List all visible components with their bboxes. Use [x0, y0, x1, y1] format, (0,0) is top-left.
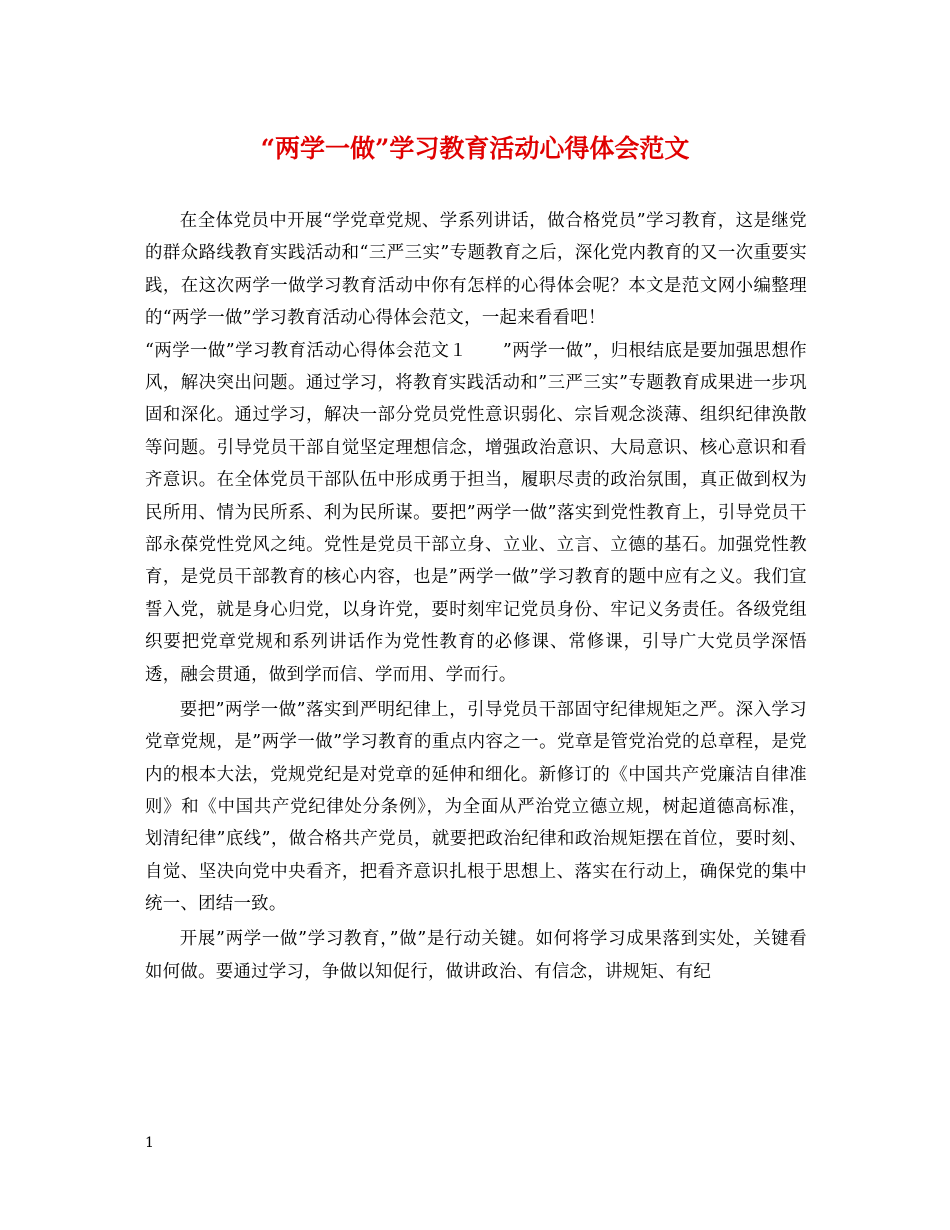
document-body	[145, 205, 807, 991]
page-number: 1	[145, 1135, 154, 1151]
document-title: “两学一做”学习教育活动心得体会范文	[260, 134, 690, 163]
paragraph-essay-1: “两学一做”学习教育活动心得体会范文１ ”两学一做”，归根结底是要加强思想作风，解决突出问题。通过学习，将教育实践活动和”三严三实”专题教育成果进一步巩固和深化。通过学习，解决一部分党员党性意识弱化、宗旨观念淡薄、组织纪律涣散等问题。引导党员干部自觉坚定理想信念，增强政治意识、大局意识、核心意识和看齐意识。在全体党员干部队伍中形成勇于担当，履职尽责的政治氛围，真正做到权为民所用、情为民所系、利为民所谋。要把”两学一做”落实到党性教育上，引导党员干部永葆党性党风之纯。党性是党员干部立身、立业、立言、立德的基石。加强党性教育，是党员干部教育的核心内容，也是”两学一做”学习教育的题中应有之义。我们宣誓入党，就是身心归党，以身许党，要时刻牢记党员身份、牢记义务责任。各级党组织要把党章党规和系列讲话作为党性教育的必修课、常修课，引导广大党员学深悟透，融会贯通，做到学而信、学而用、学而行。	[145, 340, 807, 685]
paragraph-discipline: 要把”两学一做”落实到严明纪律上，引导党员干部固守纪律规矩之严。深入学习党章党规，是”两学一做”学习教育的重点内容之一。党章是管党治党的总章程，是党内的根本大法，党规党纪是对党章的延伸和细化。新修订的《中国共产党廉洁自律准则》和《中国共产党纪律处分条例》，为全面从严治党立德立规，树起道德高标准，划清纪律”底线”，做合格共产党员，就要把政治纪律和政治规矩摆在首位，要时刻、自觉、坚决向党中央看齐，把看齐意识扎根于思想上、落实在行动上，确保党的集中统一、团结一致。	[145, 699, 807, 915]
paragraph-action: 开展”两学一做”学习教育，”做”是行动关键。如何将学习成果落到实处，关键看如何做。要通过学习，争做以知促行，做讲政治、有信念，讲规矩、有纪	[145, 929, 807, 982]
paragraph-intro: 在全体党员中开展“学党章党规、学系列讲话，做合格党员”学习教育，这是继党的群众路线教育实践活动和“三严三实”专题教育之后，深化党内教育的又一次重要实践，在这次两学一做学习教育活动中你有怎样的心得体会呢？本文是范文网小编整理的“两学一做”学习教育活动心得体会范文，一起来看看吧！	[145, 211, 807, 329]
